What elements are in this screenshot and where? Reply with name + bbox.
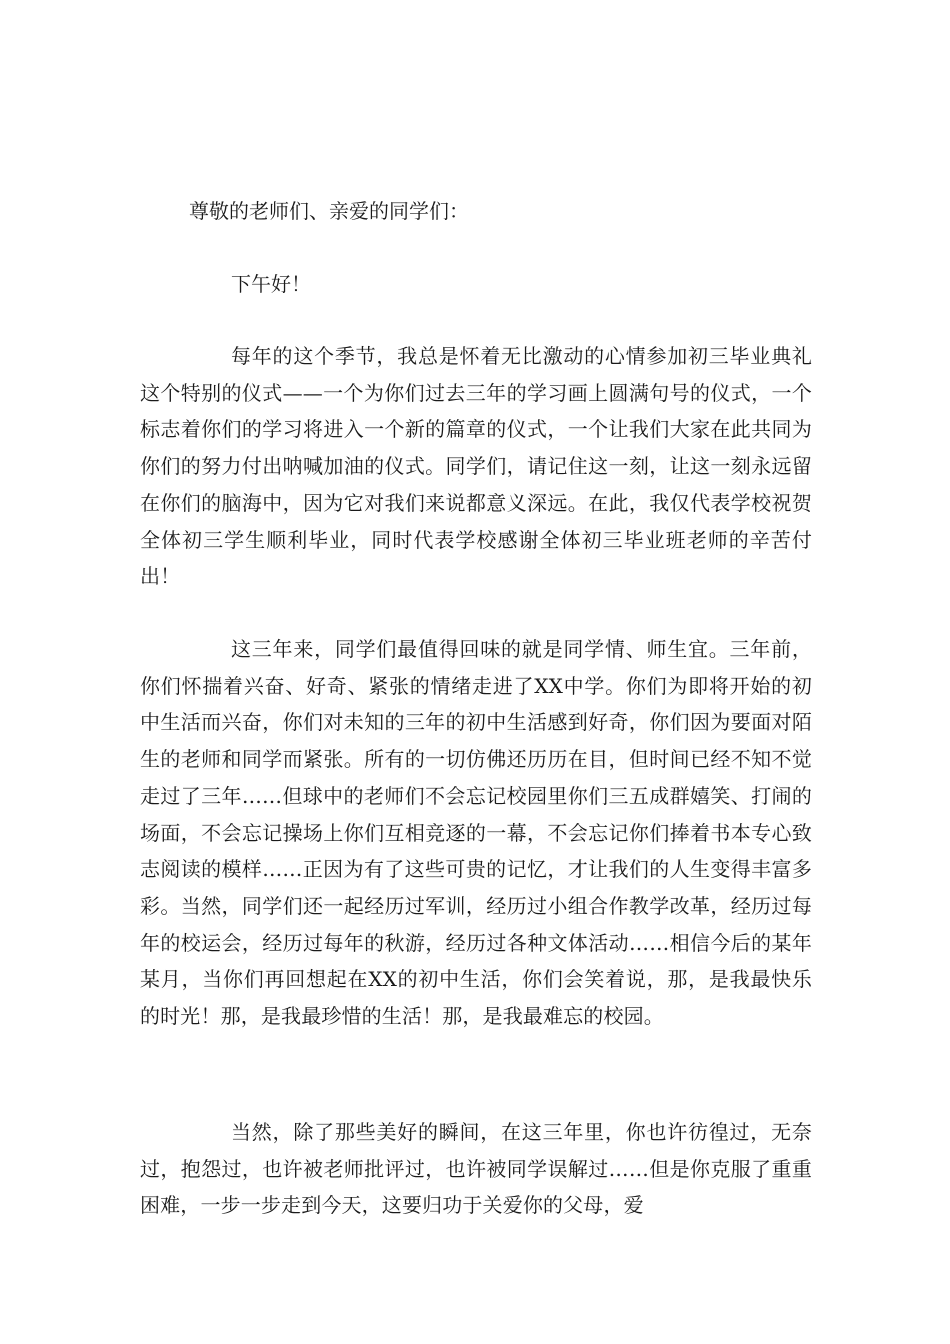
greeting: 下午好！ — [231, 272, 311, 296]
paragraph-2: 这三年来，同学们最值得回味的就是同学情、师生宜。三年前，你们怀揣着兴奋、好奇、紧张的情绪走进了XX中学。你们为即将开始的初中生活而兴奋，你们对未知的三年的初中生活感到好奇，你们因为要面对陌生的老师和同学而紧张。所有的一切仿佛还历历在目，但时间已经不知不觉走过了三年……但球中的老师们不会忘记校园里你们三五成群嬉笑、打闹的场面，不会忘记操场上你们互相竞逐的一幕，不会忘记你们捧着书本专心致志阅读的模样……正因为有了这些可贵的记忆，才让我们的人生变得丰富多彩。当然，同学们还一起经历过军训，经历过小组合作教学改革，经历过每年的校运会，经历过每年的秋游，经历过各种文体活动……相信今后的某年某月，当你们再回想起在XX的初中生活，你们会笑着说，那，是我最快乐的时光！那，是我最珍惜的生活！那，是我最难忘的校园。 — [140, 637, 812, 1029]
paragraph-3: 当然，除了那些美好的瞬间，在这三年里，你也许彷徨过，无奈过，抱怨过，也许被老师批评过，也许被同学误解过……但是你克服了重重困难，一步一步走到今天，这要归功于关爱你的父母，爱 — [140, 1120, 812, 1218]
salutation: 尊敬的老师们、亲爱的同学们： — [189, 199, 469, 223]
paragraph-1: 每年的这个季节，我总是怀着无比激动的心情参加初三毕业典礼这个特别的仪式——一个为你们过去三年的学习画上圆满句号的仪式，一个标志着你们的学习将进入一个新的篇章的仪式，一个让我们大家在此共同为你们的努力付出呐喊加油的仪式。同学们，请记住这一刻，让这一刻永远留在你们的脑海中，因为它对我们来说都意义深远。在此，我仅代表学校祝贺全体初三学生顺利毕业，同时代表学校感谢全体初三毕业班老师的辛苦付出！ — [140, 344, 812, 589]
